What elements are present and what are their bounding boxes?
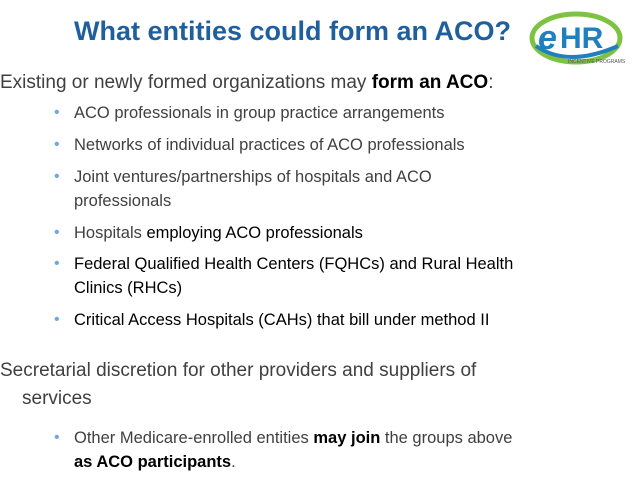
bullet-item	[54, 165, 604, 213]
bullet-dot-icon: •	[54, 255, 60, 272]
bullet-item	[54, 426, 604, 474]
intro-line	[0, 72, 493, 94]
bullet-text-line2: Clinics (RHCs)	[74, 279, 183, 297]
bullet-dot-icon: •	[54, 429, 60, 446]
bullet-item	[54, 101, 604, 125]
secretarial-line2: services	[22, 388, 92, 409]
bullet-item	[54, 133, 604, 157]
bullet-text: ACO professionals in group practice arrangements	[74, 104, 445, 122]
intro-prefix: Existing or newly formed organizations may	[0, 72, 372, 93]
final-bullet-line2	[74, 450, 604, 474]
bullet-text-line1: Joint ventures/partnerships of hospitals and ACO	[74, 168, 432, 186]
bullet-item	[54, 221, 604, 245]
svg-text:INCENTIVE PROGRAMS: INCENTIVE PROGRAMS	[568, 59, 626, 65]
bullet-text: employing ACO professionals	[141, 224, 363, 242]
svg-text:HR: HR	[560, 22, 604, 55]
bullet-dot-icon: •	[54, 104, 60, 121]
bullet-item	[54, 308, 604, 332]
bullet-text: Critical Access Hospitals (CAHs) that bill under method II	[74, 311, 490, 329]
final-prefix: Other Medicare-enrolled entities	[74, 429, 314, 447]
bullet-dot-icon: •	[54, 168, 60, 185]
bullet-text-line1: Federal Qualified Health Centers (FQHCs) and Rural Health	[74, 255, 514, 273]
intro-suffix: :	[488, 72, 494, 93]
final-suffix: .	[231, 453, 236, 471]
slide-title: What entities could form an ACO?	[74, 16, 512, 46]
final-bold2: as ACO participants	[74, 453, 232, 471]
bullet-text-line2: professionals	[74, 192, 172, 210]
bullet-dot-icon: •	[54, 311, 60, 328]
intro-bold: form an ACO	[371, 72, 489, 93]
final-bold1: may join	[313, 429, 381, 447]
bullet-dot-icon: •	[54, 224, 60, 241]
secretarial-line1: Secretarial discretion for other providers and suppliers of	[0, 360, 477, 381]
bullet-prefix: Hospitals	[74, 224, 142, 242]
bullet-item	[54, 252, 604, 300]
ehr-incentive-program-logo-icon	[528, 6, 636, 70]
final-bullet-line1	[74, 426, 604, 450]
bullet-dot-icon: •	[54, 136, 60, 153]
svg-text:e: e	[538, 19, 557, 57]
final-middle: the groups above	[380, 429, 513, 447]
bullet-text: Networks of individual practices of ACO professionals	[74, 136, 465, 154]
